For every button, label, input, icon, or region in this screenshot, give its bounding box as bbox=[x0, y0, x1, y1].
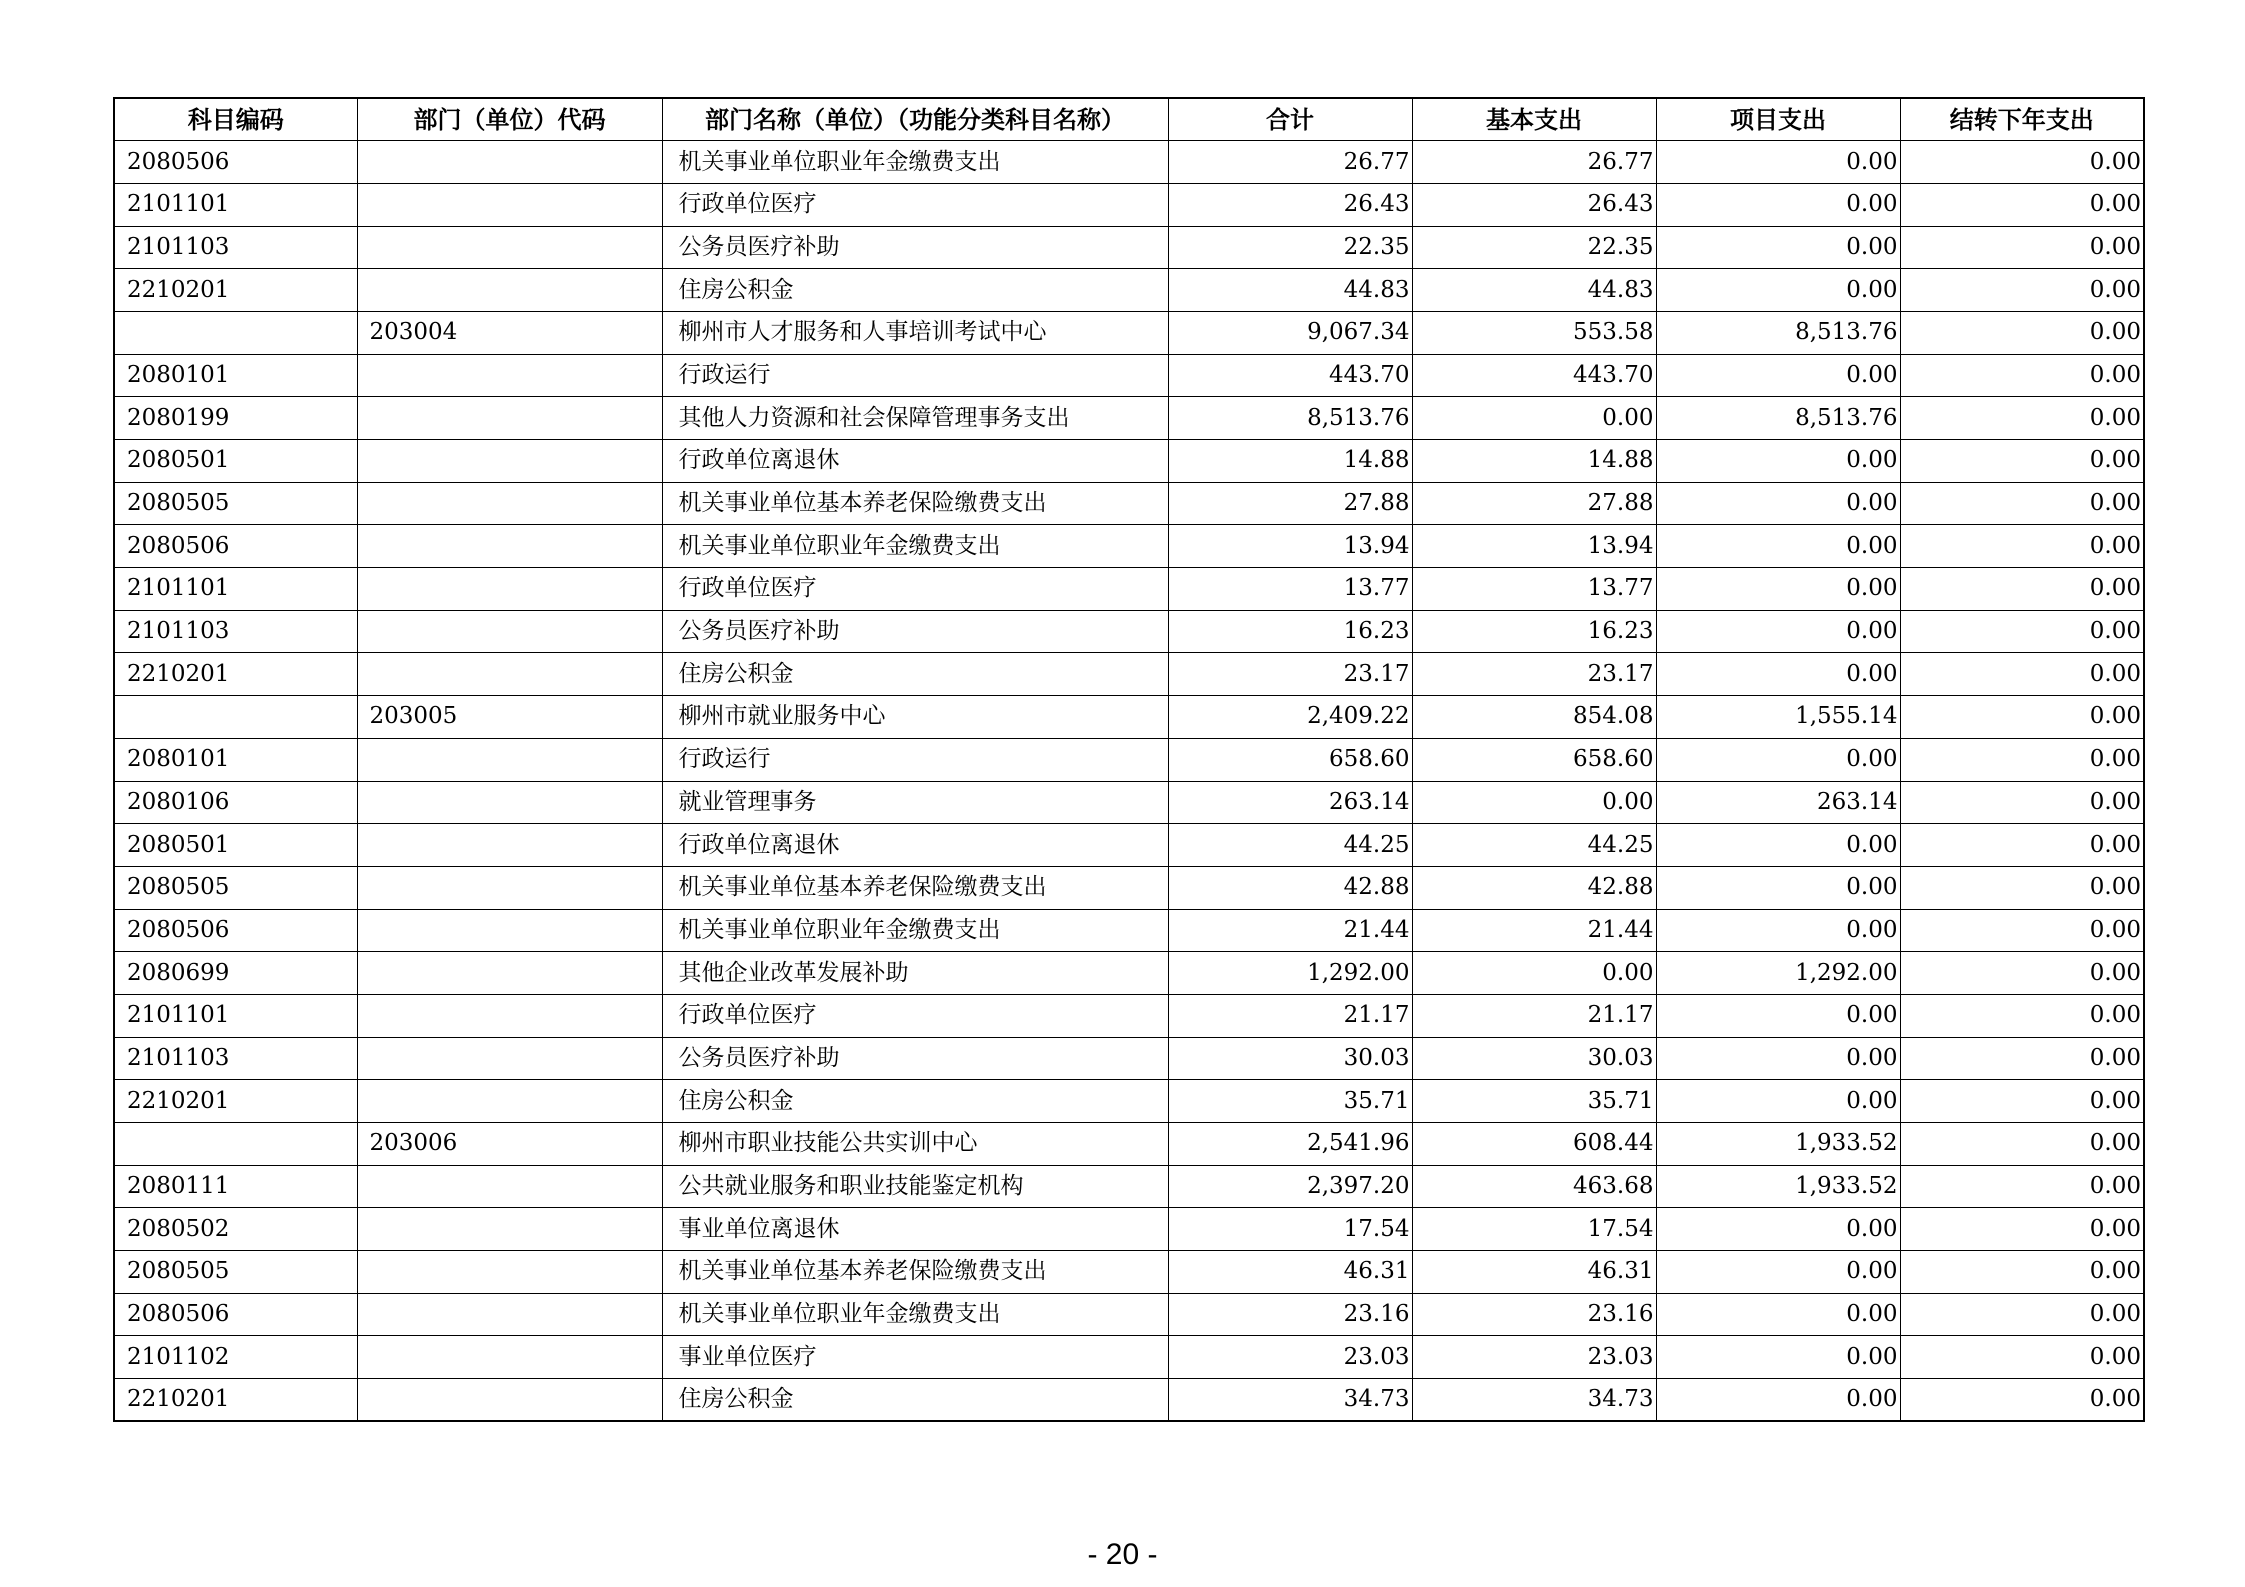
department-code-cell bbox=[357, 866, 662, 909]
carryover-expenditure-cell: 0.00 bbox=[1900, 397, 2144, 440]
department-code-cell bbox=[357, 1336, 662, 1379]
project-expenditure-cell: 0.00 bbox=[1656, 653, 1900, 696]
subject-code-cell: 2080506 bbox=[114, 141, 357, 184]
basic-expenditure-cell: 46.31 bbox=[1412, 1251, 1656, 1294]
department-name-cell: 公务员医疗补助 bbox=[662, 610, 1168, 653]
carryover-expenditure-cell: 0.00 bbox=[1900, 226, 2144, 269]
header-basic-expenditure: 基本支出 bbox=[1412, 98, 1656, 141]
department-name-cell: 公务员医疗补助 bbox=[662, 1037, 1168, 1080]
department-name-cell: 机关事业单位基本养老保险缴费支出 bbox=[662, 866, 1168, 909]
department-name-cell: 柳州市就业服务中心 bbox=[662, 696, 1168, 739]
table-row bbox=[114, 1336, 2144, 1379]
department-name-cell: 公共就业服务和职业技能鉴定机构 bbox=[662, 1165, 1168, 1208]
project-expenditure-cell: 0.00 bbox=[1656, 1336, 1900, 1379]
department-name-cell: 行政单位离退休 bbox=[662, 824, 1168, 867]
table-row bbox=[114, 1080, 2144, 1123]
basic-expenditure-cell: 23.17 bbox=[1412, 653, 1656, 696]
basic-expenditure-cell: 14.88 bbox=[1412, 440, 1656, 483]
department-code-cell bbox=[357, 952, 662, 995]
department-code-cell bbox=[357, 824, 662, 867]
total-cell: 46.31 bbox=[1168, 1251, 1412, 1294]
project-expenditure-cell: 8,513.76 bbox=[1656, 311, 1900, 354]
total-cell: 263.14 bbox=[1168, 781, 1412, 824]
carryover-expenditure-cell: 0.00 bbox=[1900, 1080, 2144, 1123]
basic-expenditure-cell: 30.03 bbox=[1412, 1037, 1656, 1080]
department-code-cell bbox=[357, 1293, 662, 1336]
project-expenditure-cell: 0.00 bbox=[1656, 1037, 1900, 1080]
department-code-cell bbox=[357, 226, 662, 269]
project-expenditure-cell: 0.00 bbox=[1656, 183, 1900, 226]
table-row bbox=[114, 909, 2144, 952]
basic-expenditure-cell: 0.00 bbox=[1412, 397, 1656, 440]
department-code-cell bbox=[357, 994, 662, 1037]
project-expenditure-cell: 0.00 bbox=[1656, 269, 1900, 312]
department-name-cell: 事业单位离退休 bbox=[662, 1208, 1168, 1251]
project-expenditure-cell: 0.00 bbox=[1656, 141, 1900, 184]
total-cell: 9,067.34 bbox=[1168, 311, 1412, 354]
table-row bbox=[114, 269, 2144, 312]
subject-code-cell: 2101101 bbox=[114, 994, 357, 1037]
subject-code-cell: 2080199 bbox=[114, 397, 357, 440]
basic-expenditure-cell: 553.58 bbox=[1412, 311, 1656, 354]
department-name-cell: 行政单位医疗 bbox=[662, 568, 1168, 611]
total-cell: 42.88 bbox=[1168, 866, 1412, 909]
department-name-cell: 柳州市人才服务和人事培训考试中心 bbox=[662, 311, 1168, 354]
total-cell: 16.23 bbox=[1168, 610, 1412, 653]
basic-expenditure-cell: 443.70 bbox=[1412, 354, 1656, 397]
total-cell: 34.73 bbox=[1168, 1379, 1412, 1422]
carryover-expenditure-cell: 0.00 bbox=[1900, 781, 2144, 824]
department-name-cell: 住房公积金 bbox=[662, 653, 1168, 696]
project-expenditure-cell: 8,513.76 bbox=[1656, 397, 1900, 440]
table-row bbox=[114, 482, 2144, 525]
table-row bbox=[114, 994, 2144, 1037]
carryover-expenditure-cell: 0.00 bbox=[1900, 994, 2144, 1037]
subject-code-cell: 2101103 bbox=[114, 226, 357, 269]
table-row bbox=[114, 311, 2144, 354]
department-name-cell: 其他人力资源和社会保障管理事务支出 bbox=[662, 397, 1168, 440]
total-cell: 26.77 bbox=[1168, 141, 1412, 184]
subject-code-cell: 2210201 bbox=[114, 269, 357, 312]
carryover-expenditure-cell: 0.00 bbox=[1900, 568, 2144, 611]
subject-code-cell: 2080699 bbox=[114, 952, 357, 995]
subject-code-cell: 2101101 bbox=[114, 568, 357, 611]
basic-expenditure-cell: 463.68 bbox=[1412, 1165, 1656, 1208]
department-name-cell: 机关事业单位基本养老保险缴费支出 bbox=[662, 1251, 1168, 1294]
department-code-cell bbox=[357, 610, 662, 653]
total-cell: 35.71 bbox=[1168, 1080, 1412, 1123]
subject-code-cell bbox=[114, 1123, 357, 1166]
subject-code-cell: 2210201 bbox=[114, 1080, 357, 1123]
department-code-cell: 203004 bbox=[357, 311, 662, 354]
subject-code-cell: 2080502 bbox=[114, 1208, 357, 1251]
project-expenditure-cell: 0.00 bbox=[1656, 354, 1900, 397]
department-name-cell: 住房公积金 bbox=[662, 1080, 1168, 1123]
carryover-expenditure-cell: 0.00 bbox=[1900, 1251, 2144, 1294]
basic-expenditure-cell: 42.88 bbox=[1412, 866, 1656, 909]
table-header-row bbox=[114, 98, 2144, 141]
carryover-expenditure-cell: 0.00 bbox=[1900, 525, 2144, 568]
department-name-cell: 住房公积金 bbox=[662, 269, 1168, 312]
department-code-cell bbox=[357, 1080, 662, 1123]
header-department-code: 部门（单位）代码 bbox=[357, 98, 662, 141]
project-expenditure-cell: 0.00 bbox=[1656, 909, 1900, 952]
table-row bbox=[114, 1208, 2144, 1251]
basic-expenditure-cell: 0.00 bbox=[1412, 781, 1656, 824]
table-row bbox=[114, 696, 2144, 739]
carryover-expenditure-cell: 0.00 bbox=[1900, 1379, 2144, 1422]
carryover-expenditure-cell: 0.00 bbox=[1900, 952, 2144, 995]
table-row bbox=[114, 1379, 2144, 1422]
project-expenditure-cell: 1,933.52 bbox=[1656, 1123, 1900, 1166]
carryover-expenditure-cell: 0.00 bbox=[1900, 653, 2144, 696]
project-expenditure-cell: 0.00 bbox=[1656, 1293, 1900, 1336]
basic-expenditure-cell: 26.77 bbox=[1412, 141, 1656, 184]
project-expenditure-cell: 0.00 bbox=[1656, 738, 1900, 781]
header-department-name: 部门名称（单位）（功能分类科目名称） bbox=[662, 98, 1168, 141]
project-expenditure-cell: 263.14 bbox=[1656, 781, 1900, 824]
project-expenditure-cell: 0.00 bbox=[1656, 994, 1900, 1037]
header-project-expenditure: 项目支出 bbox=[1656, 98, 1900, 141]
project-expenditure-cell: 0.00 bbox=[1656, 440, 1900, 483]
subject-code-cell: 2080501 bbox=[114, 440, 357, 483]
total-cell: 26.43 bbox=[1168, 183, 1412, 226]
basic-expenditure-cell: 44.83 bbox=[1412, 269, 1656, 312]
project-expenditure-cell: 0.00 bbox=[1656, 226, 1900, 269]
subject-code-cell: 2101103 bbox=[114, 1037, 357, 1080]
carryover-expenditure-cell: 0.00 bbox=[1900, 1123, 2144, 1166]
basic-expenditure-cell: 21.17 bbox=[1412, 994, 1656, 1037]
subject-code-cell: 2080505 bbox=[114, 482, 357, 525]
department-code-cell bbox=[357, 440, 662, 483]
department-code-cell bbox=[357, 183, 662, 226]
subject-code-cell: 2080106 bbox=[114, 781, 357, 824]
subject-code-cell: 2101103 bbox=[114, 610, 357, 653]
table-row bbox=[114, 440, 2144, 483]
department-code-cell bbox=[357, 653, 662, 696]
carryover-expenditure-cell: 0.00 bbox=[1900, 311, 2144, 354]
total-cell: 22.35 bbox=[1168, 226, 1412, 269]
department-code-cell bbox=[357, 269, 662, 312]
basic-expenditure-cell: 13.77 bbox=[1412, 568, 1656, 611]
carryover-expenditure-cell: 0.00 bbox=[1900, 1208, 2144, 1251]
table-row bbox=[114, 141, 2144, 184]
table-body bbox=[114, 141, 2144, 1422]
department-code-cell bbox=[357, 525, 662, 568]
department-code-cell bbox=[357, 568, 662, 611]
subject-code-cell: 2080505 bbox=[114, 1251, 357, 1294]
department-code-cell: 203005 bbox=[357, 696, 662, 739]
table-row bbox=[114, 183, 2144, 226]
department-code-cell bbox=[357, 482, 662, 525]
total-cell: 2,409.22 bbox=[1168, 696, 1412, 739]
department-code-cell: 203006 bbox=[357, 1123, 662, 1166]
department-code-cell bbox=[357, 354, 662, 397]
department-name-cell: 行政单位离退休 bbox=[662, 440, 1168, 483]
basic-expenditure-cell: 35.71 bbox=[1412, 1080, 1656, 1123]
department-name-cell: 机关事业单位职业年金缴费支出 bbox=[662, 525, 1168, 568]
carryover-expenditure-cell: 0.00 bbox=[1900, 1165, 2144, 1208]
subject-code-cell: 2080506 bbox=[114, 1293, 357, 1336]
total-cell: 44.83 bbox=[1168, 269, 1412, 312]
department-name-cell: 公务员医疗补助 bbox=[662, 226, 1168, 269]
department-name-cell: 其他企业改革发展补助 bbox=[662, 952, 1168, 995]
subject-code-cell: 2101102 bbox=[114, 1336, 357, 1379]
basic-expenditure-cell: 17.54 bbox=[1412, 1208, 1656, 1251]
department-name-cell: 行政单位医疗 bbox=[662, 183, 1168, 226]
project-expenditure-cell: 0.00 bbox=[1656, 525, 1900, 568]
department-code-cell bbox=[357, 1208, 662, 1251]
basic-expenditure-cell: 658.60 bbox=[1412, 738, 1656, 781]
basic-expenditure-cell: 26.43 bbox=[1412, 183, 1656, 226]
project-expenditure-cell: 1,292.00 bbox=[1656, 952, 1900, 995]
total-cell: 2,397.20 bbox=[1168, 1165, 1412, 1208]
carryover-expenditure-cell: 0.00 bbox=[1900, 440, 2144, 483]
table-row bbox=[114, 1123, 2144, 1166]
table-row bbox=[114, 1165, 2144, 1208]
department-code-cell bbox=[357, 1165, 662, 1208]
total-cell: 13.77 bbox=[1168, 568, 1412, 611]
total-cell: 17.54 bbox=[1168, 1208, 1412, 1251]
basic-expenditure-cell: 22.35 bbox=[1412, 226, 1656, 269]
department-name-cell: 机关事业单位职业年金缴费支出 bbox=[662, 909, 1168, 952]
table-row bbox=[114, 568, 2144, 611]
total-cell: 23.03 bbox=[1168, 1336, 1412, 1379]
department-name-cell: 住房公积金 bbox=[662, 1379, 1168, 1422]
project-expenditure-cell: 0.00 bbox=[1656, 568, 1900, 611]
total-cell: 21.17 bbox=[1168, 994, 1412, 1037]
table-row bbox=[114, 1037, 2144, 1080]
carryover-expenditure-cell: 0.00 bbox=[1900, 141, 2144, 184]
basic-expenditure-cell: 23.03 bbox=[1412, 1336, 1656, 1379]
total-cell: 27.88 bbox=[1168, 482, 1412, 525]
subject-code-cell: 2080101 bbox=[114, 738, 357, 781]
header-total: 合计 bbox=[1168, 98, 1412, 141]
carryover-expenditure-cell: 0.00 bbox=[1900, 866, 2144, 909]
carryover-expenditure-cell: 0.00 bbox=[1900, 183, 2144, 226]
department-code-cell bbox=[357, 1037, 662, 1080]
basic-expenditure-cell: 27.88 bbox=[1412, 482, 1656, 525]
total-cell: 443.70 bbox=[1168, 354, 1412, 397]
total-cell: 21.44 bbox=[1168, 909, 1412, 952]
carryover-expenditure-cell: 0.00 bbox=[1900, 909, 2144, 952]
project-expenditure-cell: 0.00 bbox=[1656, 610, 1900, 653]
carryover-expenditure-cell: 0.00 bbox=[1900, 696, 2144, 739]
table-row bbox=[114, 952, 2144, 995]
project-expenditure-cell: 0.00 bbox=[1656, 824, 1900, 867]
project-expenditure-cell: 0.00 bbox=[1656, 866, 1900, 909]
total-cell: 30.03 bbox=[1168, 1037, 1412, 1080]
department-code-cell bbox=[357, 1379, 662, 1422]
table-row bbox=[114, 824, 2144, 867]
table-row bbox=[114, 226, 2144, 269]
header-subject-code: 科目编码 bbox=[114, 98, 357, 141]
project-expenditure-cell: 0.00 bbox=[1656, 1208, 1900, 1251]
table-row bbox=[114, 610, 2144, 653]
table-row bbox=[114, 525, 2144, 568]
subject-code-cell: 2080501 bbox=[114, 824, 357, 867]
department-name-cell: 机关事业单位职业年金缴费支出 bbox=[662, 1293, 1168, 1336]
carryover-expenditure-cell: 0.00 bbox=[1900, 1336, 2144, 1379]
table-row bbox=[114, 781, 2144, 824]
carryover-expenditure-cell: 0.00 bbox=[1900, 738, 2144, 781]
subject-code-cell: 2080506 bbox=[114, 525, 357, 568]
basic-expenditure-cell: 608.44 bbox=[1412, 1123, 1656, 1166]
project-expenditure-cell: 0.00 bbox=[1656, 1251, 1900, 1294]
total-cell: 1,292.00 bbox=[1168, 952, 1412, 995]
project-expenditure-cell: 0.00 bbox=[1656, 1080, 1900, 1123]
carryover-expenditure-cell: 0.00 bbox=[1900, 1037, 2144, 1080]
total-cell: 2,541.96 bbox=[1168, 1123, 1412, 1166]
department-code-cell bbox=[357, 397, 662, 440]
table-row bbox=[114, 354, 2144, 397]
department-name-cell: 机关事业单位基本养老保险缴费支出 bbox=[662, 482, 1168, 525]
subject-code-cell: 2101101 bbox=[114, 183, 357, 226]
basic-expenditure-cell: 23.16 bbox=[1412, 1293, 1656, 1336]
project-expenditure-cell: 1,555.14 bbox=[1656, 696, 1900, 739]
subject-code-cell: 2080505 bbox=[114, 866, 357, 909]
department-code-cell bbox=[357, 738, 662, 781]
basic-expenditure-cell: 16.23 bbox=[1412, 610, 1656, 653]
carryover-expenditure-cell: 0.00 bbox=[1900, 1293, 2144, 1336]
department-name-cell: 事业单位医疗 bbox=[662, 1336, 1168, 1379]
total-cell: 8,513.76 bbox=[1168, 397, 1412, 440]
total-cell: 23.16 bbox=[1168, 1293, 1412, 1336]
department-name-cell: 行政运行 bbox=[662, 354, 1168, 397]
subject-code-cell bbox=[114, 696, 357, 739]
basic-expenditure-cell: 0.00 bbox=[1412, 952, 1656, 995]
basic-expenditure-cell: 44.25 bbox=[1412, 824, 1656, 867]
department-name-cell: 机关事业单位职业年金缴费支出 bbox=[662, 141, 1168, 184]
carryover-expenditure-cell: 0.00 bbox=[1900, 354, 2144, 397]
page-number: - 20 - bbox=[1087, 1538, 1158, 1571]
project-expenditure-cell: 1,933.52 bbox=[1656, 1165, 1900, 1208]
table-row bbox=[114, 738, 2144, 781]
subject-code-cell bbox=[114, 311, 357, 354]
total-cell: 44.25 bbox=[1168, 824, 1412, 867]
department-name-cell: 行政单位医疗 bbox=[662, 994, 1168, 1037]
basic-expenditure-cell: 21.44 bbox=[1412, 909, 1656, 952]
total-cell: 658.60 bbox=[1168, 738, 1412, 781]
subject-code-cell: 2210201 bbox=[114, 653, 357, 696]
table-row bbox=[114, 653, 2144, 696]
project-expenditure-cell: 0.00 bbox=[1656, 1379, 1900, 1422]
carryover-expenditure-cell: 0.00 bbox=[1900, 482, 2144, 525]
department-name-cell: 就业管理事务 bbox=[662, 781, 1168, 824]
total-cell: 23.17 bbox=[1168, 653, 1412, 696]
department-name-cell: 柳州市职业技能公共实训中心 bbox=[662, 1123, 1168, 1166]
carryover-expenditure-cell: 0.00 bbox=[1900, 269, 2144, 312]
subject-code-cell: 2080111 bbox=[114, 1165, 357, 1208]
department-name-cell: 行政运行 bbox=[662, 738, 1168, 781]
basic-expenditure-cell: 854.08 bbox=[1412, 696, 1656, 739]
department-code-cell bbox=[357, 781, 662, 824]
carryover-expenditure-cell: 0.00 bbox=[1900, 824, 2144, 867]
carryover-expenditure-cell: 0.00 bbox=[1900, 610, 2144, 653]
table-row bbox=[114, 866, 2144, 909]
total-cell: 14.88 bbox=[1168, 440, 1412, 483]
header-carryover-expenditure: 结转下年支出 bbox=[1900, 98, 2144, 141]
total-cell: 13.94 bbox=[1168, 525, 1412, 568]
basic-expenditure-cell: 13.94 bbox=[1412, 525, 1656, 568]
subject-code-cell: 2210201 bbox=[114, 1379, 357, 1422]
budget-expenditure-table bbox=[113, 97, 2145, 1422]
subject-code-cell: 2080101 bbox=[114, 354, 357, 397]
table-row bbox=[114, 1293, 2144, 1336]
basic-expenditure-cell: 34.73 bbox=[1412, 1379, 1656, 1422]
subject-code-cell: 2080506 bbox=[114, 909, 357, 952]
department-code-cell bbox=[357, 1251, 662, 1294]
department-code-cell bbox=[357, 909, 662, 952]
project-expenditure-cell: 0.00 bbox=[1656, 482, 1900, 525]
table-row bbox=[114, 1251, 2144, 1294]
department-code-cell bbox=[357, 141, 662, 184]
table-row bbox=[114, 397, 2144, 440]
